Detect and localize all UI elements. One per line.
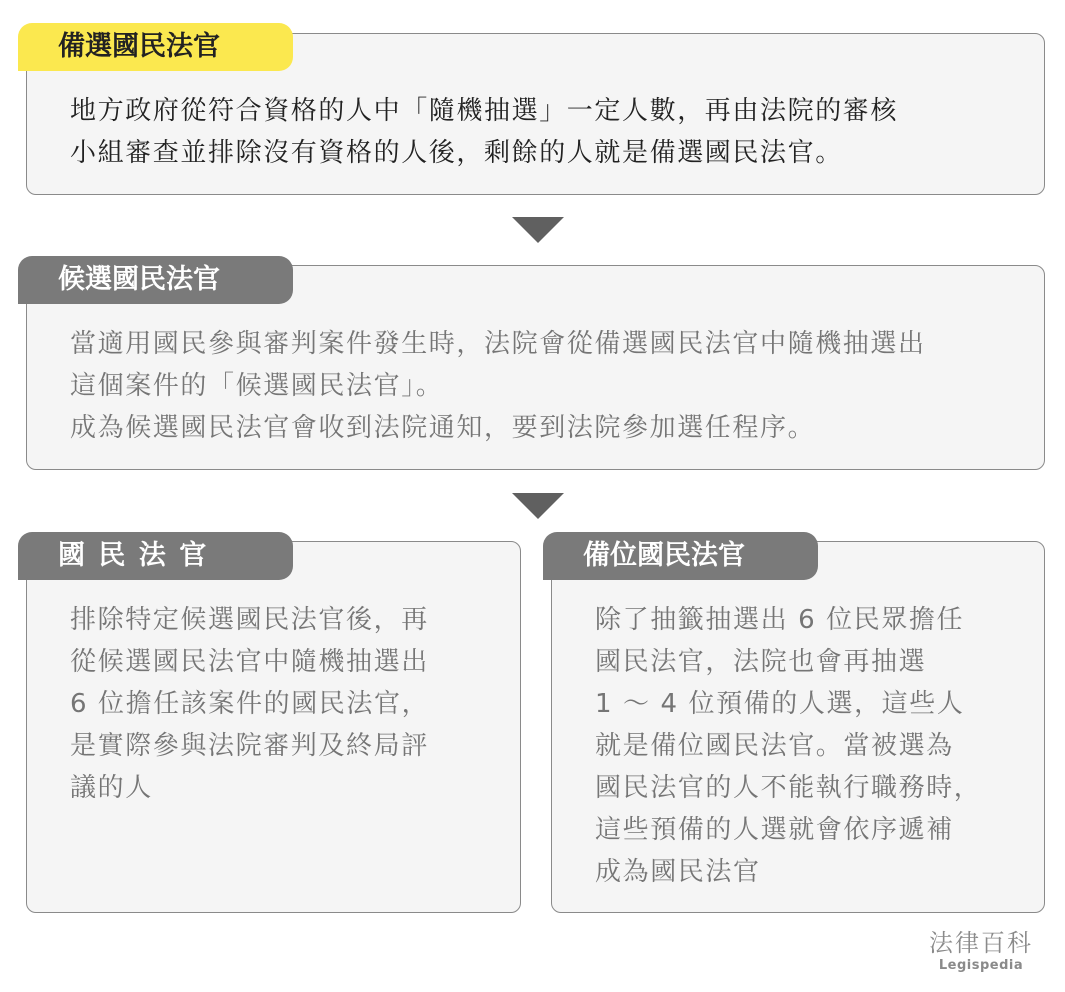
description-line: 成為候選國民法官會收到法院通知，要到法院參加選任程序。 (70, 413, 816, 443)
flow-arrow-1 (512, 217, 564, 243)
description-line: 小組審查並排除沒有資格的人後，剩餘的人就是備選國民法官。 (70, 138, 843, 168)
description-line: 議的人 (70, 773, 153, 803)
description-line: 是實際參與法院審判及終局評 (70, 731, 429, 761)
description-line: 從候選國民法官中隨機抽選出 (70, 647, 429, 677)
substitute-judge-title: 備位國民法官 (543, 532, 818, 580)
citizen-judge-title: 國 民 法 官 (18, 532, 293, 580)
candidate-judge-title: 候選國民法官 (18, 256, 293, 304)
description-line: 地方政府從符合資格的人中「隨機抽選」一定人數，再由法院的審核 (70, 96, 899, 126)
description-line: 這個案件的「候選國民法官」。 (70, 371, 444, 401)
flow-arrow-2 (512, 493, 564, 519)
description-line: 這些預備的人選就會依序遞補 (595, 815, 954, 845)
description-line: 就是備位國民法官。當被選為 (595, 731, 954, 761)
citizen-judge-description (70, 599, 510, 809)
alternate-judge-title: 備選國民法官 (18, 23, 293, 71)
description-line: 除了抽籤抽選出 6 位民眾擔任 (595, 605, 965, 635)
description-line: 1 ～ 4 位預備的人選，這些人 (595, 689, 965, 719)
description-line: 國民法官的人不能執行職務時， (595, 773, 982, 803)
description-line: 國民法官，法院也會再抽選 (595, 647, 927, 677)
brand-logo (929, 928, 1033, 974)
description-line: 當適用國民參與審判案件發生時，法院會從備選國民法官中隨機抽選出 (70, 329, 926, 359)
description-line: 成為國民法官 (595, 857, 761, 887)
description-line: 排除特定候選國民法官後，再 (70, 605, 429, 635)
substitute-judge-description (595, 599, 1035, 893)
description-line: 6 位擔任該案件的國民法官， (70, 689, 430, 719)
brand-name-en: Legispedia (938, 958, 1024, 973)
brand-name-zh: 法律百科 (929, 929, 1033, 957)
candidate-judge-description (70, 323, 1035, 449)
alternate-judge-description (70, 90, 1030, 174)
